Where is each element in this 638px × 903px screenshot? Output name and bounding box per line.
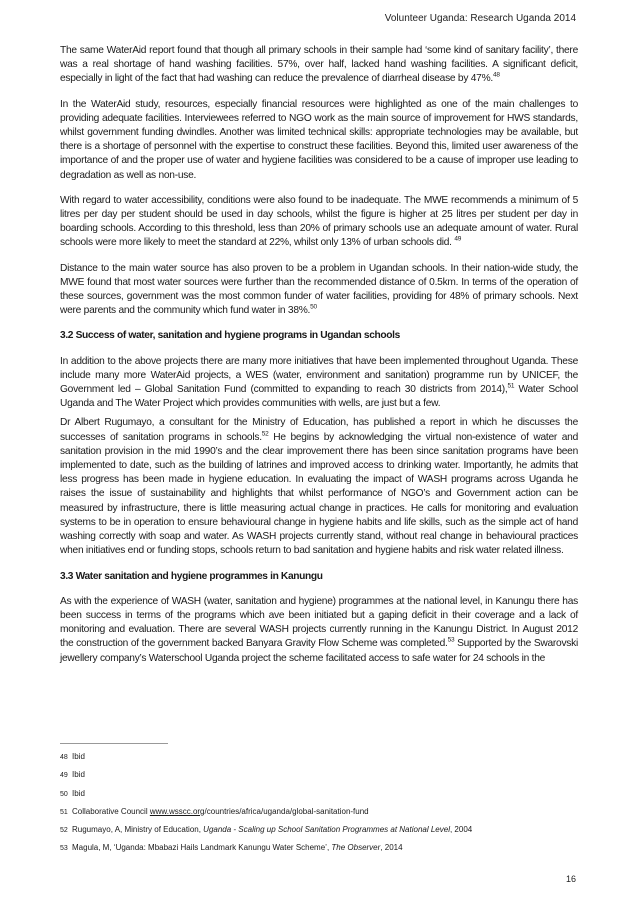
section-heading: 3.3 Water sanitation and hygiene programmes in Kanungu bbox=[60, 570, 323, 582]
footnote-link[interactable]: www.wsscc.org bbox=[149, 806, 205, 816]
footnote-title: Uganda - Scaling up School Sanitation Programmes at National Level bbox=[203, 825, 450, 835]
footnote-text: Ibid bbox=[72, 752, 85, 761]
footnote bbox=[60, 770, 580, 781]
paragraph-text: With regard to water accessibility, conditions were also found to be inadequate. The MWE recommends a minimum of 5 litres per day per student should be used in day schools, whilst the figure is higher at 25 litres per student per day in boarding schools. According to this threshold, less than 20% of primary schools use an adequate amount of water. Rural schools were more likely to meet the standard at 22%, whilst only 13% of urban schools did. bbox=[60, 194, 578, 249]
footnote-number: 48 bbox=[60, 754, 68, 761]
paragraph-text: Dr Albert Rugumayo, a consultant for the Ministry of Education, has published a report in which he discusses the successes of sanitation programs in schools. bbox=[60, 417, 578, 443]
paragraph-text: Supported by the Swarovski jewellery company’s Waterschool Uganda project the scheme facilitated access to safe water for 24 schools in the bbox=[60, 638, 578, 664]
paragraph bbox=[60, 355, 578, 412]
paragraph-text: Distance to the main water source has also proven to be a problem in Ugandan schools. In their nation-wide study, the MWE found that most water sources were further than the recommended distance of 0.5km. In terms of the operation of these sources, government was the most common funder of water facilities, providing for 48% of primary schools. Next were parents and the community which fund water in 38%. bbox=[60, 262, 578, 317]
footnote-text: , 2004 bbox=[449, 825, 473, 835]
paragraph bbox=[60, 44, 578, 87]
footnote-number: 51 bbox=[60, 808, 68, 816]
footnote-title: The Observer bbox=[331, 843, 381, 853]
footnotes bbox=[60, 752, 580, 862]
footnote-ref: 51 bbox=[507, 382, 515, 390]
paragraph-text: Water School Uganda and The Water Project which provides communities with wells, are just but a few. bbox=[60, 384, 578, 410]
footnote bbox=[60, 843, 580, 854]
footnote-text: Collaborative Council bbox=[72, 806, 150, 816]
paragraph-text: In the WaterAid study, resources, especially financial resources were highlighted as one of the main challenges to providing adequate facilities. Interviewees referred to NGO work as the main source of improvement for HWS standards, whilst government funding dwindles. Another was limited technical skills: appropriate technologies may be available, but there is a shortage of personnel with the expertise to construct these facilities. Beyond this, limited user awareness of the importance of and the proper use of water and hygiene facilities was considered to be a cause of improper use leading to degradation as well as non-use. bbox=[60, 98, 578, 181]
footnote-text: , 2014 bbox=[380, 843, 403, 853]
footnote-ref: 53 bbox=[447, 636, 455, 644]
footnote-text: Magula, M, ‘Uganda: Mbabazi Hails Landmark Kanungu Water Scheme’, bbox=[72, 843, 332, 853]
paragraph bbox=[60, 262, 578, 319]
footnote-ref: 50 bbox=[310, 303, 317, 311]
footnote-number: 53 bbox=[60, 845, 68, 853]
paragraph-text: The same WaterAid report found that though all primary schools in their sample had ‘some kind of sanitary facility’, there was a real shortage of hand washing facilities. 57%, over half, lacked hand washing facilities. A significant deficit, especially in light of the fact that had washing can reduce the prevalence of diarrheal disease by 47%. bbox=[60, 45, 578, 85]
paragraph-text: As with the experience of WASH (water, sanitation and hygiene) programmes at the national level, in Kanungu there has been success in terms of the programs which ave been initiated but a gaping deficit in their coverage and a lack of monitoring and evaluation. There are several WASH projects currently running in the Kanungu District. In August 2012 the construction of the government backed Banyara Gravity Flow Scheme was completed. bbox=[60, 595, 578, 650]
footnote-ref: 49 bbox=[454, 236, 462, 244]
footnote bbox=[60, 825, 580, 836]
section-heading: 3.2 Success of water, sanitation and hygiene programs in Ugandan schools bbox=[60, 330, 400, 342]
paragraph bbox=[60, 98, 578, 183]
paragraph bbox=[60, 595, 578, 666]
paragraph bbox=[60, 416, 578, 558]
footnote-number: 49 bbox=[60, 772, 68, 780]
paragraph-text: In addition to the above projects there are many more initiatives that have been implemented throughout Uganda. These include many more WaterAid projects, a WES (water, environment and sanitation) programme run by UNICEF, the Government led – Global Sanitation Fund (committed to expanding to reach 30 districts from 2014), bbox=[60, 355, 578, 396]
footnote-text: Rugumayo, A, Ministry of Education, bbox=[72, 825, 204, 835]
footnote bbox=[60, 789, 580, 800]
footnote bbox=[60, 752, 580, 763]
footnote-text: /countries/africa/uganda/global-sanitation-fund bbox=[204, 806, 369, 816]
footnote-ref: 52 bbox=[261, 430, 269, 438]
footnote-number: 50 bbox=[60, 790, 68, 798]
footnote-ref: 48 bbox=[492, 72, 500, 80]
footnote-divider bbox=[60, 743, 168, 744]
paragraph bbox=[60, 194, 578, 251]
running-header: Volunteer Uganda: Research Uganda 2014 bbox=[384, 13, 576, 24]
footnote-text: Ibid bbox=[72, 770, 85, 780]
footnote-text: Ibid bbox=[72, 788, 85, 798]
body-text bbox=[60, 44, 578, 677]
footnote bbox=[60, 807, 580, 818]
footnote-number: 52 bbox=[60, 827, 68, 835]
page-number: 16 bbox=[565, 874, 576, 884]
paragraph-text: He begins by acknowledging the virtual non-existence of water and sanitation provision in the mid 1990’s and the clear improvement there has been since sanitation programs have been implemented to date, such as the building of latrines and improved access to drinking water. Importantly, he admits that less progress has been made in hygiene education. In evaluating the impact of WASH programs across Uganda he raises the issue of sustainability and highlights that whilst performance of NGO’s and Government action can be measured by infrastructure, there is little measuring actual change in practices. He calls for monitoring and evaluation systems to be in operation to ensure behavioural change in hygiene habits and life skills, such as the simple act of hand washing correctly with soap and water. As WASH projects currently stand, without real change in behavioural practices when initiatives end or funding stops, schools return to bad sanitation and hygiene habits and risk water related illness. bbox=[60, 431, 578, 557]
